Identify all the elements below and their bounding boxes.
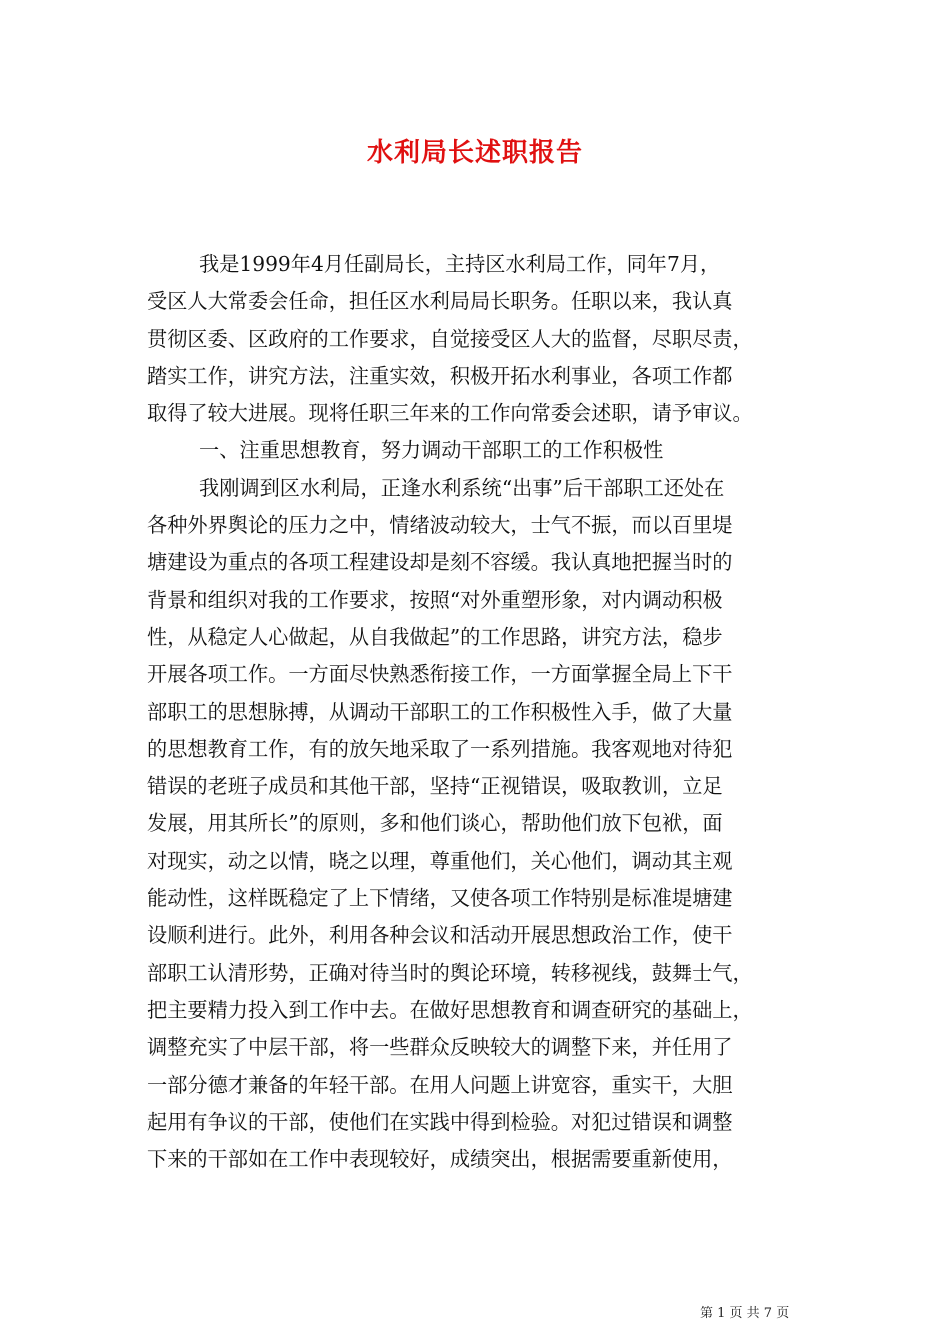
text-line: 受区人大常委会任命，担任区水利局局长职务。任职以来，我认真 bbox=[147, 289, 733, 314]
text-line: 对现实，动之以情，晓之以理，尊重他们，关心他们，调动其主观 bbox=[147, 848, 733, 873]
text-line: 踏实工作，讲究方法，注重实效，积极开拓水利事业，各项工作都 bbox=[147, 363, 733, 388]
text-line: 发展，用其所长”的原则，多和他们谈心，帮助他们放下包袱，面 bbox=[147, 811, 723, 836]
text-line: 把主要精力投入到工作中去。在做好思想教育和调查研究的基础上， bbox=[147, 997, 753, 1022]
text-line: 一、注重思想教育，努力调动干部职工的工作积极性 bbox=[199, 438, 664, 463]
text-line: 的思想教育工作，有的放矢地采取了一系列措施。我客观地对待犯 bbox=[147, 736, 733, 761]
text-line: 取得了较大进展。现将任职三年来的工作向常委会述职，请予审议。 bbox=[147, 401, 753, 426]
text-line: 下来的干部如在工作中表现较好，成绩突出，根据需要重新使用， bbox=[147, 1147, 733, 1172]
text-line: 开展各项工作。一方面尽快熟悉衔接工作，一方面掌握全局上下干 bbox=[147, 662, 733, 687]
page-number: 第 1 页 共 7 页 bbox=[700, 1306, 790, 1321]
text-line: 一部分德才兼备的年轻干部。在用人问题上讲宽容，重实干，大胆 bbox=[147, 1072, 733, 1097]
text-line: 塘建设为重点的各项工程建设却是刻不容缓。我认真地把握当时的 bbox=[147, 550, 733, 575]
text-line: 我是1999年4月任副局长，主持区水利局工作，同年7月， bbox=[199, 252, 721, 276]
text-line: 贯彻区委、区政府的工作要求，自觉接受区人大的监督，尽职尽责， bbox=[147, 326, 753, 351]
text-line: 背景和组织对我的工作要求，按照“对外重塑形象，对内调动积极 bbox=[147, 587, 723, 612]
text-line: 各种外界舆论的压力之中，情绪波动较大，士气不振，而以百里堤 bbox=[147, 513, 733, 538]
text-line: 部职工认清形势，正确对待当时的舆论环境，转移视线，鼓舞士气， bbox=[147, 960, 753, 985]
text-line: 错误的老班子成员和其他干部，坚持“正视错误，吸取教训，立足 bbox=[147, 774, 723, 799]
text-line: 能动性，这样既稳定了上下情绪，又使各项工作特别是标准堤塘建 bbox=[147, 886, 733, 911]
text-line: 调整充实了中层干部，将一些群众反映较大的调整下来，并任用了 bbox=[147, 1035, 733, 1060]
text-line: 设顺利进行。此外，利用各种会议和活动开展思想政治工作，使干 bbox=[147, 923, 733, 948]
page-title: 水利局长述职报告 bbox=[366, 138, 583, 168]
document-body bbox=[147, 246, 803, 1178]
text-line: 我刚调到区水利局，正逢水利系统“出事”后干部职工还处在 bbox=[199, 475, 725, 500]
text-line: 性，从稳定人心做起，从自我做起”的工作思路，讲究方法，稳步 bbox=[147, 624, 723, 649]
text-line: 部职工的思想脉搏，从调动干部职工的工作积极性入手，做了大量 bbox=[147, 699, 733, 724]
text-line: 起用有争议的干部，使他们在实践中得到检验。对犯过错误和调整 bbox=[147, 1109, 733, 1134]
